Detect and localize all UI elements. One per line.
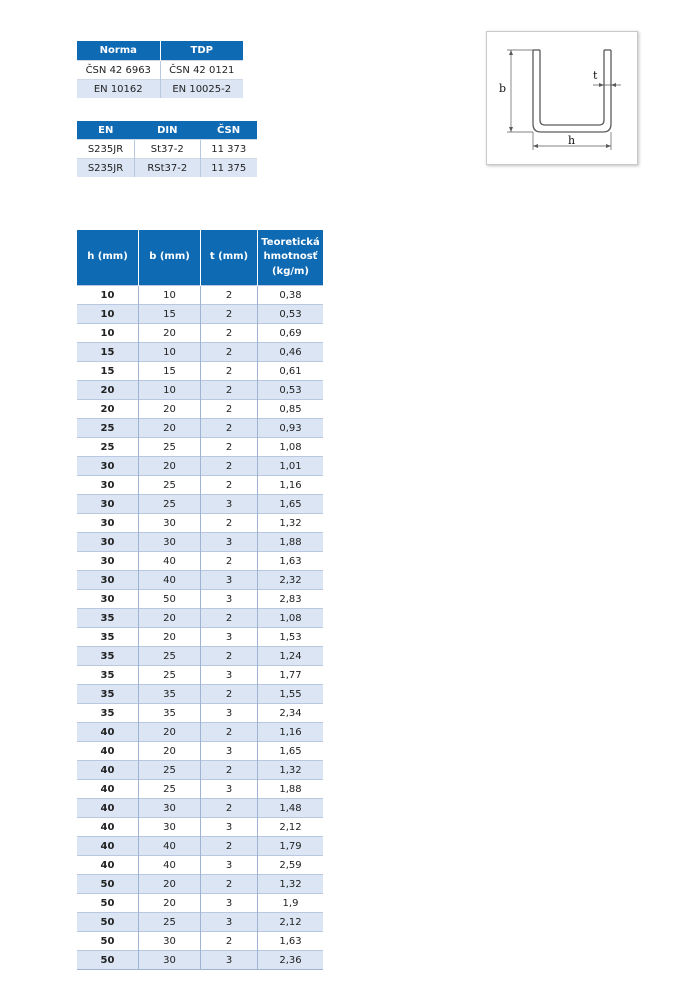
weight-cell: 0,53 xyxy=(258,305,324,324)
weight-cell: 1,08 xyxy=(258,609,324,628)
t-cell: 2 xyxy=(201,514,258,533)
t-cell: 2 xyxy=(201,476,258,495)
h-cell: 40 xyxy=(77,761,139,780)
b-cell: 20 xyxy=(139,324,201,343)
weight-header-line: hmotnosť xyxy=(263,251,318,263)
table-row xyxy=(77,533,323,552)
t-cell: 2 xyxy=(201,761,258,780)
u-profile-icon xyxy=(487,32,637,164)
table-row xyxy=(77,400,323,419)
table-row xyxy=(77,495,323,514)
h-cell: 50 xyxy=(77,894,139,913)
weight-cell: 0,53 xyxy=(258,381,324,400)
weight-cell: 0,69 xyxy=(258,324,324,343)
table-row xyxy=(77,837,323,856)
table-row xyxy=(77,723,323,742)
table-row xyxy=(77,343,323,362)
b-cell: 25 xyxy=(139,647,201,666)
table-row xyxy=(77,932,323,951)
b-cell: 35 xyxy=(139,704,201,723)
t-cell: 2 xyxy=(201,305,258,324)
table-row xyxy=(77,666,323,685)
h-cell: 50 xyxy=(77,932,139,951)
b-cell: 25 xyxy=(139,666,201,685)
weight-cell: 0,38 xyxy=(258,286,324,305)
h-cell: 50 xyxy=(77,951,139,970)
table-row xyxy=(77,159,257,178)
h-cell: 30 xyxy=(77,571,139,590)
weight-cell: 2,36 xyxy=(258,951,324,970)
table-row xyxy=(77,628,323,647)
weight-header-line: Teoretická xyxy=(261,236,320,248)
table-row xyxy=(77,894,323,913)
h-cell: 40 xyxy=(77,780,139,799)
b-cell: 20 xyxy=(139,628,201,647)
b-cell: 30 xyxy=(139,514,201,533)
b-cell: 30 xyxy=(139,799,201,818)
dimension-h-label: h xyxy=(568,134,576,147)
weight-cell: 1,79 xyxy=(258,837,324,856)
tdp-header: TDP xyxy=(160,41,243,61)
weight-cell: 1,9 xyxy=(258,894,324,913)
table-row xyxy=(77,818,323,837)
h-cell: 15 xyxy=(77,362,139,381)
b-cell: 40 xyxy=(139,856,201,875)
norma-cell: ČSN 42 6963 xyxy=(77,61,160,80)
weight-cell: 2,12 xyxy=(258,913,324,932)
table-row xyxy=(77,647,323,666)
table-row xyxy=(77,362,323,381)
b-cell: 40 xyxy=(139,552,201,571)
h-cell: 20 xyxy=(77,381,139,400)
table-row xyxy=(77,742,323,761)
h-cell: 30 xyxy=(77,514,139,533)
t-cell: 2 xyxy=(201,609,258,628)
t-cell: 3 xyxy=(201,533,258,552)
dimensions-table-body xyxy=(77,286,323,970)
b-cell: 20 xyxy=(139,894,201,913)
b-cell: 10 xyxy=(139,381,201,400)
t-cell: 3 xyxy=(201,628,258,647)
h-cell: 40 xyxy=(77,799,139,818)
weight-cell: 1,32 xyxy=(258,875,324,894)
t-cell: 2 xyxy=(201,932,258,951)
table-row xyxy=(77,609,323,628)
weight-cell: 0,93 xyxy=(258,419,324,438)
table-row xyxy=(77,324,323,343)
din-header: DIN xyxy=(134,121,200,140)
h-cell: 25 xyxy=(77,438,139,457)
t-cell: 2 xyxy=(201,381,258,400)
b-cell: 15 xyxy=(139,362,201,381)
b-cell: 40 xyxy=(139,571,201,590)
weight-cell: 2,34 xyxy=(258,704,324,723)
table-row xyxy=(77,799,323,818)
table-row xyxy=(77,571,323,590)
h-cell: 10 xyxy=(77,305,139,324)
csn-cell: 11 375 xyxy=(200,159,257,178)
en-cell: S235JR xyxy=(77,159,134,178)
b-column-header: b (mm) xyxy=(139,230,201,286)
h-cell: 35 xyxy=(77,666,139,685)
table-row xyxy=(77,780,323,799)
b-cell: 20 xyxy=(139,419,201,438)
b-cell: 50 xyxy=(139,590,201,609)
weight-header-line: (kg/m) xyxy=(271,265,310,277)
weight-cell: 1,08 xyxy=(258,438,324,457)
table-row xyxy=(77,381,323,400)
weight-cell: 1,32 xyxy=(258,761,324,780)
material-table xyxy=(77,121,257,177)
h-cell: 35 xyxy=(77,704,139,723)
h-cell: 50 xyxy=(77,875,139,894)
t-cell: 2 xyxy=(201,457,258,476)
h-cell: 50 xyxy=(77,913,139,932)
weight-cell: 1,01 xyxy=(258,457,324,476)
table-row xyxy=(77,476,323,495)
b-cell: 20 xyxy=(139,609,201,628)
en-header: EN xyxy=(77,121,134,140)
h-cell: 40 xyxy=(77,837,139,856)
h-cell: 10 xyxy=(77,286,139,305)
h-cell: 30 xyxy=(77,457,139,476)
t-cell: 2 xyxy=(201,799,258,818)
dimensions-table xyxy=(77,230,323,970)
din-cell: St37-2 xyxy=(134,140,200,159)
t-cell: 3 xyxy=(201,951,258,970)
table-row xyxy=(77,761,323,780)
table-row xyxy=(77,514,323,533)
table-row xyxy=(77,590,323,609)
h-cell: 35 xyxy=(77,609,139,628)
t-cell: 3 xyxy=(201,894,258,913)
table-row xyxy=(77,552,323,571)
dimension-t-label: t xyxy=(593,69,598,82)
t-cell: 2 xyxy=(201,723,258,742)
table-row xyxy=(77,704,323,723)
norma-table xyxy=(77,41,243,98)
t-cell: 3 xyxy=(201,780,258,799)
table-row xyxy=(77,457,323,476)
h-cell: 30 xyxy=(77,476,139,495)
h-column-header: h (mm) xyxy=(77,230,139,286)
table-row xyxy=(77,856,323,875)
t-cell: 3 xyxy=(201,742,258,761)
table-row xyxy=(77,305,323,324)
b-cell: 30 xyxy=(139,951,201,970)
csn-header: ČSN xyxy=(200,121,257,140)
t-cell: 2 xyxy=(201,362,258,381)
b-cell: 20 xyxy=(139,457,201,476)
table-row xyxy=(77,140,257,159)
weight-cell: 1,88 xyxy=(258,780,324,799)
t-cell: 3 xyxy=(201,913,258,932)
weight-cell: 1,16 xyxy=(258,723,324,742)
b-cell: 30 xyxy=(139,818,201,837)
weight-cell: 2,12 xyxy=(258,818,324,837)
b-cell: 10 xyxy=(139,343,201,362)
weight-cell: 1,16 xyxy=(258,476,324,495)
weight-cell: 2,32 xyxy=(258,571,324,590)
t-cell: 2 xyxy=(201,875,258,894)
norma-header: Norma xyxy=(77,41,160,61)
u-profile-drawing xyxy=(486,31,638,165)
weight-cell: 0,46 xyxy=(258,343,324,362)
b-cell: 15 xyxy=(139,305,201,324)
h-cell: 40 xyxy=(77,818,139,837)
t-cell: 3 xyxy=(201,856,258,875)
t-cell: 2 xyxy=(201,438,258,457)
t-cell: 2 xyxy=(201,685,258,704)
b-cell: 25 xyxy=(139,913,201,932)
tdp-cell: EN 10025-2 xyxy=(160,80,243,99)
h-cell: 40 xyxy=(77,856,139,875)
weight-column-header xyxy=(258,230,324,286)
b-cell: 40 xyxy=(139,837,201,856)
h-cell: 30 xyxy=(77,495,139,514)
weight-cell: 1,63 xyxy=(258,552,324,571)
b-cell: 30 xyxy=(139,932,201,951)
h-cell: 15 xyxy=(77,343,139,362)
t-cell: 2 xyxy=(201,647,258,666)
b-cell: 25 xyxy=(139,780,201,799)
csn-cell: 11 373 xyxy=(200,140,257,159)
table-row xyxy=(77,913,323,932)
dimension-b-label: b xyxy=(499,82,507,95)
weight-cell: 1,63 xyxy=(258,932,324,951)
b-cell: 25 xyxy=(139,495,201,514)
weight-cell: 1,24 xyxy=(258,647,324,666)
b-cell: 20 xyxy=(139,875,201,894)
weight-cell: 1,53 xyxy=(258,628,324,647)
t-column-header: t (mm) xyxy=(201,230,258,286)
table-row xyxy=(77,685,323,704)
h-cell: 25 xyxy=(77,419,139,438)
weight-cell: 1,32 xyxy=(258,514,324,533)
table-row xyxy=(77,80,243,99)
weight-cell: 1,77 xyxy=(258,666,324,685)
h-cell: 35 xyxy=(77,685,139,704)
t-cell: 3 xyxy=(201,495,258,514)
t-cell: 3 xyxy=(201,666,258,685)
weight-cell: 1,65 xyxy=(258,495,324,514)
b-cell: 20 xyxy=(139,742,201,761)
t-cell: 3 xyxy=(201,590,258,609)
t-cell: 2 xyxy=(201,324,258,343)
h-cell: 10 xyxy=(77,324,139,343)
b-cell: 25 xyxy=(139,761,201,780)
h-cell: 30 xyxy=(77,552,139,571)
weight-cell: 1,65 xyxy=(258,742,324,761)
tdp-cell: ČSN 42 0121 xyxy=(160,61,243,80)
t-cell: 2 xyxy=(201,343,258,362)
weight-cell: 0,85 xyxy=(258,400,324,419)
weight-cell: 2,83 xyxy=(258,590,324,609)
b-cell: 30 xyxy=(139,533,201,552)
t-cell: 2 xyxy=(201,419,258,438)
t-cell: 2 xyxy=(201,552,258,571)
weight-cell: 1,88 xyxy=(258,533,324,552)
b-cell: 10 xyxy=(139,286,201,305)
b-cell: 20 xyxy=(139,400,201,419)
table-row xyxy=(77,438,323,457)
table-row xyxy=(77,286,323,305)
t-cell: 2 xyxy=(201,837,258,856)
h-cell: 40 xyxy=(77,742,139,761)
b-cell: 25 xyxy=(139,476,201,495)
b-cell: 35 xyxy=(139,685,201,704)
t-cell: 2 xyxy=(201,400,258,419)
t-cell: 3 xyxy=(201,704,258,723)
table-row xyxy=(77,419,323,438)
din-cell: RSt37-2 xyxy=(134,159,200,178)
norma-cell: EN 10162 xyxy=(77,80,160,99)
h-cell: 35 xyxy=(77,628,139,647)
table-row xyxy=(77,875,323,894)
weight-cell: 2,59 xyxy=(258,856,324,875)
t-cell: 3 xyxy=(201,571,258,590)
weight-cell: 0,61 xyxy=(258,362,324,381)
table-row xyxy=(77,951,323,970)
en-cell: S235JR xyxy=(77,140,134,159)
h-cell: 30 xyxy=(77,533,139,552)
h-cell: 40 xyxy=(77,723,139,742)
weight-cell: 1,48 xyxy=(258,799,324,818)
t-cell: 3 xyxy=(201,818,258,837)
t-cell: 2 xyxy=(201,286,258,305)
h-cell: 30 xyxy=(77,590,139,609)
weight-cell: 1,55 xyxy=(258,685,324,704)
h-cell: 20 xyxy=(77,400,139,419)
h-cell: 35 xyxy=(77,647,139,666)
table-row xyxy=(77,61,243,80)
b-cell: 25 xyxy=(139,438,201,457)
b-cell: 20 xyxy=(139,723,201,742)
